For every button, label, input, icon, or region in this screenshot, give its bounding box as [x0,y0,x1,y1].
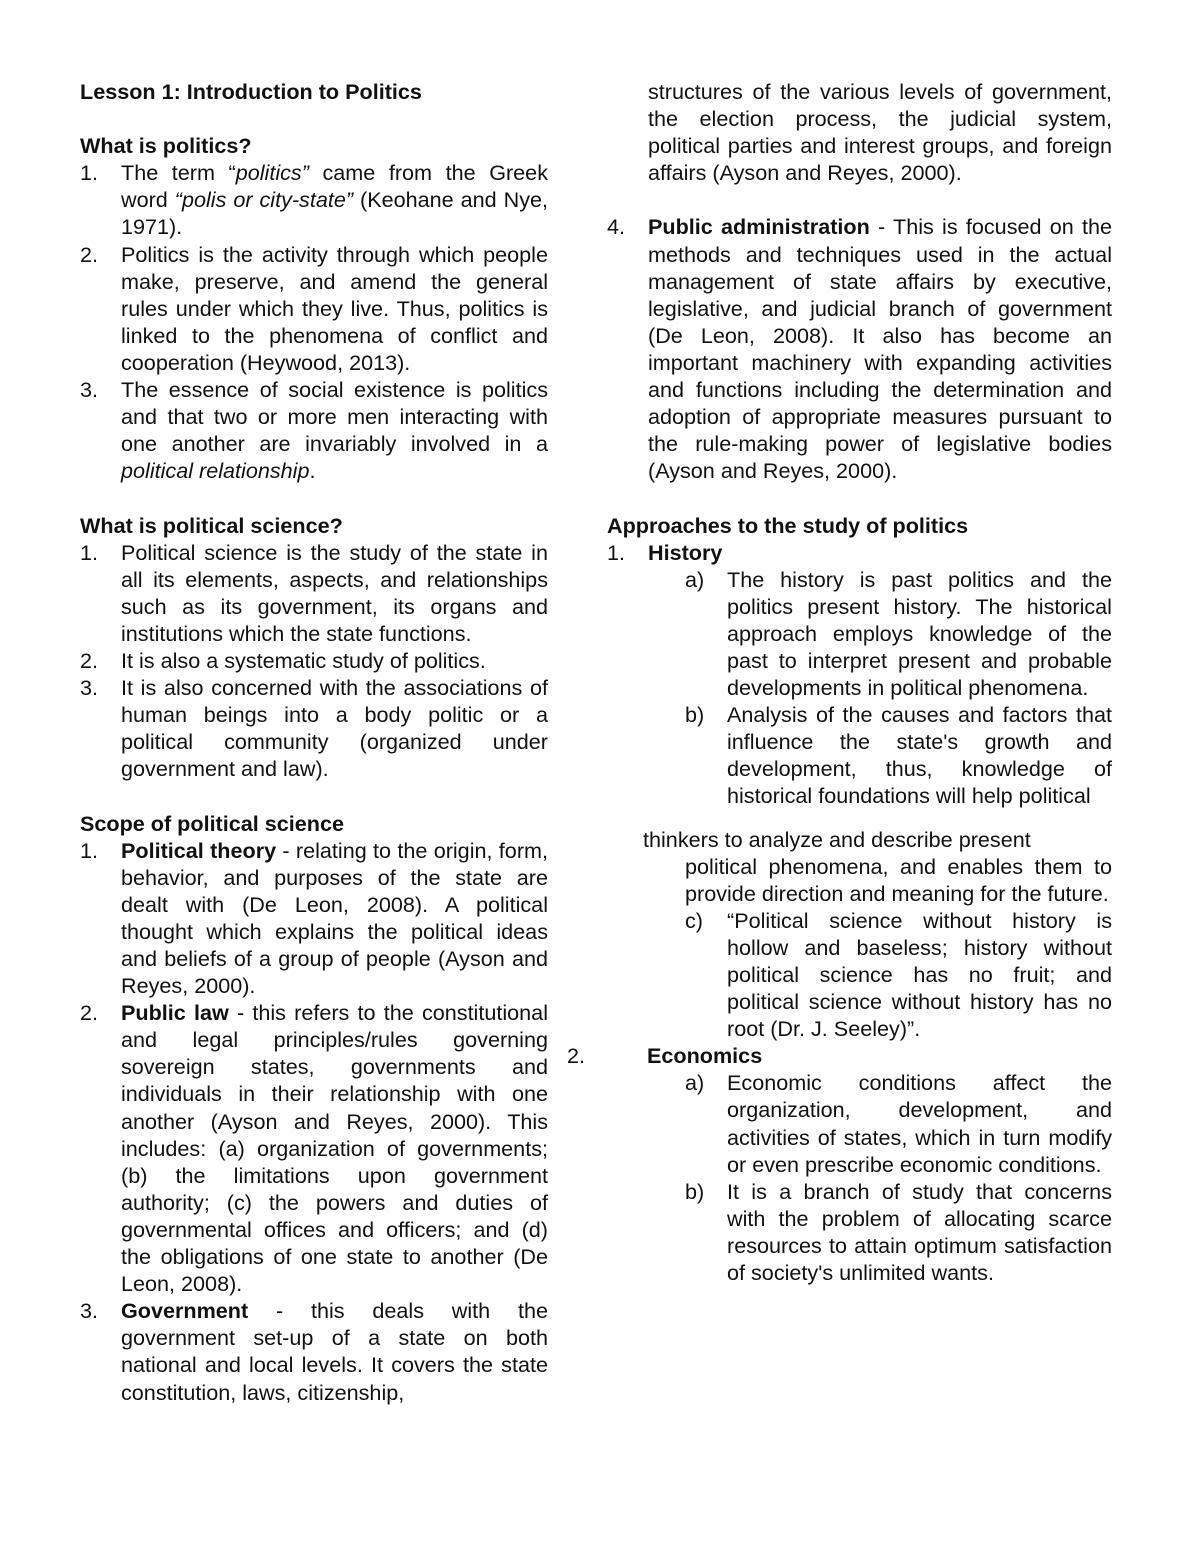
list-number: 2. [80,647,99,673]
item-text: came from the Greek word [121,160,548,213]
list-item-history [607,539,1112,566]
item-text: Economic conditions affect the organization, development, and activities of states, which in turn modify or even prescribe economic conditions. [727,1070,1112,1177]
economics-sublist [685,1069,1112,1286]
heading-approaches: Approaches to the study of politics [607,512,969,538]
sub-item [685,701,1112,809]
list-number: 3. [80,377,99,403]
list-item [80,376,548,484]
right-column [567,78,1112,1286]
list-number: 4. [607,214,626,240]
heading-what-is-political-science: What is political science? [80,512,343,538]
sub-item-continuation [607,826,1112,907]
item-italic: political relationship [121,458,310,484]
item-term: Political theory [121,837,277,863]
list-number: 1. [80,837,99,863]
list-item-economics [567,1042,1112,1069]
list-number: 2. [80,241,99,267]
item-text: Analysis of the causes and factors that influence the state's growth and development, thus, knowledge of historical foundations will help political [727,702,1112,809]
item-text: . [309,458,316,484]
item-italic: politics” [235,160,309,186]
list-number: 1. [80,539,99,565]
list-number: 1. [607,539,626,565]
spacer [80,105,548,132]
list-item [607,213,1112,484]
list-number: 3. [80,675,99,701]
item-text: The history is past politics and the politics present history. The historical approach employs knowledge of the past to interpret present and probable developments in political phenomena. [727,566,1112,701]
spacer [607,810,1112,826]
list-number: 3. [80,1298,99,1324]
item-text: Political science is the study of the state in all its elements, aspects, and relationships such as its government, its organs and institutions which the state functions. [121,539,548,646]
spacer [80,484,548,511]
item-text: - This is focused on the methods and techniques used in the actual management of state affairs by executive, legislative, and judicial branch of government (De Leon, 2008). It also has become an important machinery with expanding activities and functions including the determination and adoption of appropriate measures pursuant to the rule-making power of legislative bodies (Ayson and Reyes, 2000). [648,214,1112,484]
list-item [80,999,548,1297]
item-text: - relating to the origin, form, behavior, and purposes of the state are dealt with (De Leon, 2008). A political thought which explains the political ideas and beliefs of a group of people (Ayson and Reyes, 2000). [121,837,548,999]
continued-text [607,78,1112,186]
item-term: Economics [647,1043,763,1069]
item-text: The term “ [121,160,236,186]
left-column [80,78,548,1406]
item-text: It is also a systematic study of politics. [121,647,486,673]
sub-letter: c) [685,907,703,933]
continuation-first-line: thinkers to analyze and describe present [643,826,1031,852]
list-number: 2. [80,1000,99,1026]
heading-what-is-politics: What is politics? [80,133,252,159]
history-sublist-c [685,907,1112,1042]
item-term: Government [121,1298,249,1324]
item-text: It is a branch of study that concerns with the problem of allocating scarce resources to attain optimum satisfaction of society's unlimited wants. [727,1178,1112,1286]
spacer [80,782,548,809]
item-term: Public law [121,1000,229,1026]
sub-letter: b) [685,1178,705,1204]
list-number: 2. [567,1043,586,1069]
item-text: “Political science without history is hollow and baseless; history without political science has no fruit; and political science without history has no root (Dr. J. Seeley)”. [727,907,1112,1042]
list-item [80,837,548,1000]
item-term: History [648,539,723,565]
list-item [80,1297,548,1405]
item-text: - this refers to the constitutional and legal principles/rules governing sovereign states, governments and individuals in their relationship with one another (Ayson and Reyes, 2000). This includes: (a) organization of governments; (b) the limitations upon government authority; (c) the powers and duties of governmental offices and officers; and (d) the obligations of one state to another (De Leon, 2008). [121,1000,548,1297]
item-text: - this deals with the government set-up of a state on both national and local levels. It covers the state constitution, laws, citizenship, [121,1298,548,1405]
sub-item [685,907,1112,1042]
continuation-text: political phenomena, and enables them to provide direction and meaning for the future. [685,853,1112,906]
list-item [80,674,548,782]
sub-letter: a) [685,1070,705,1096]
list-item [80,159,548,240]
item-text: It is also concerned with the associations of human beings into a body politic or a political community (organized under government and law). [121,675,548,782]
item-text: structures of the various levels of government, the election process, the judicial system, political parties and interest groups, and foreign affairs (Ayson and Reyes, 2000). [648,79,1112,186]
item-text: (Keohane and Nye, 1971). [121,187,548,240]
item-italic: “polis or city-state” [174,187,354,213]
list-item [80,539,548,647]
item-text: The essence of social existence is politics and that two or more men interacting with one another are invariably involved in a [121,377,548,457]
item-text: Politics is the activity through which people make, preserve, and amend the general rules under which they live. Thus, politics is linked to the phenomena of conflict and cooperation (Heywood, 2013). [121,241,548,375]
lesson-title: Lesson 1: Introduction to Politics [80,79,422,104]
history-sublist [685,566,1112,810]
spacer [607,186,1112,213]
list-number: 1. [80,160,99,186]
sub-item [685,1069,1112,1177]
heading-scope: Scope of political science [80,810,345,836]
list-item [80,647,548,674]
sub-item [685,566,1112,701]
sub-item [685,1178,1112,1286]
sub-letter: a) [685,566,705,592]
sub-letter: b) [685,702,705,728]
spacer [607,484,1112,511]
item-term: Public administration [648,214,870,240]
list-item [80,241,548,376]
